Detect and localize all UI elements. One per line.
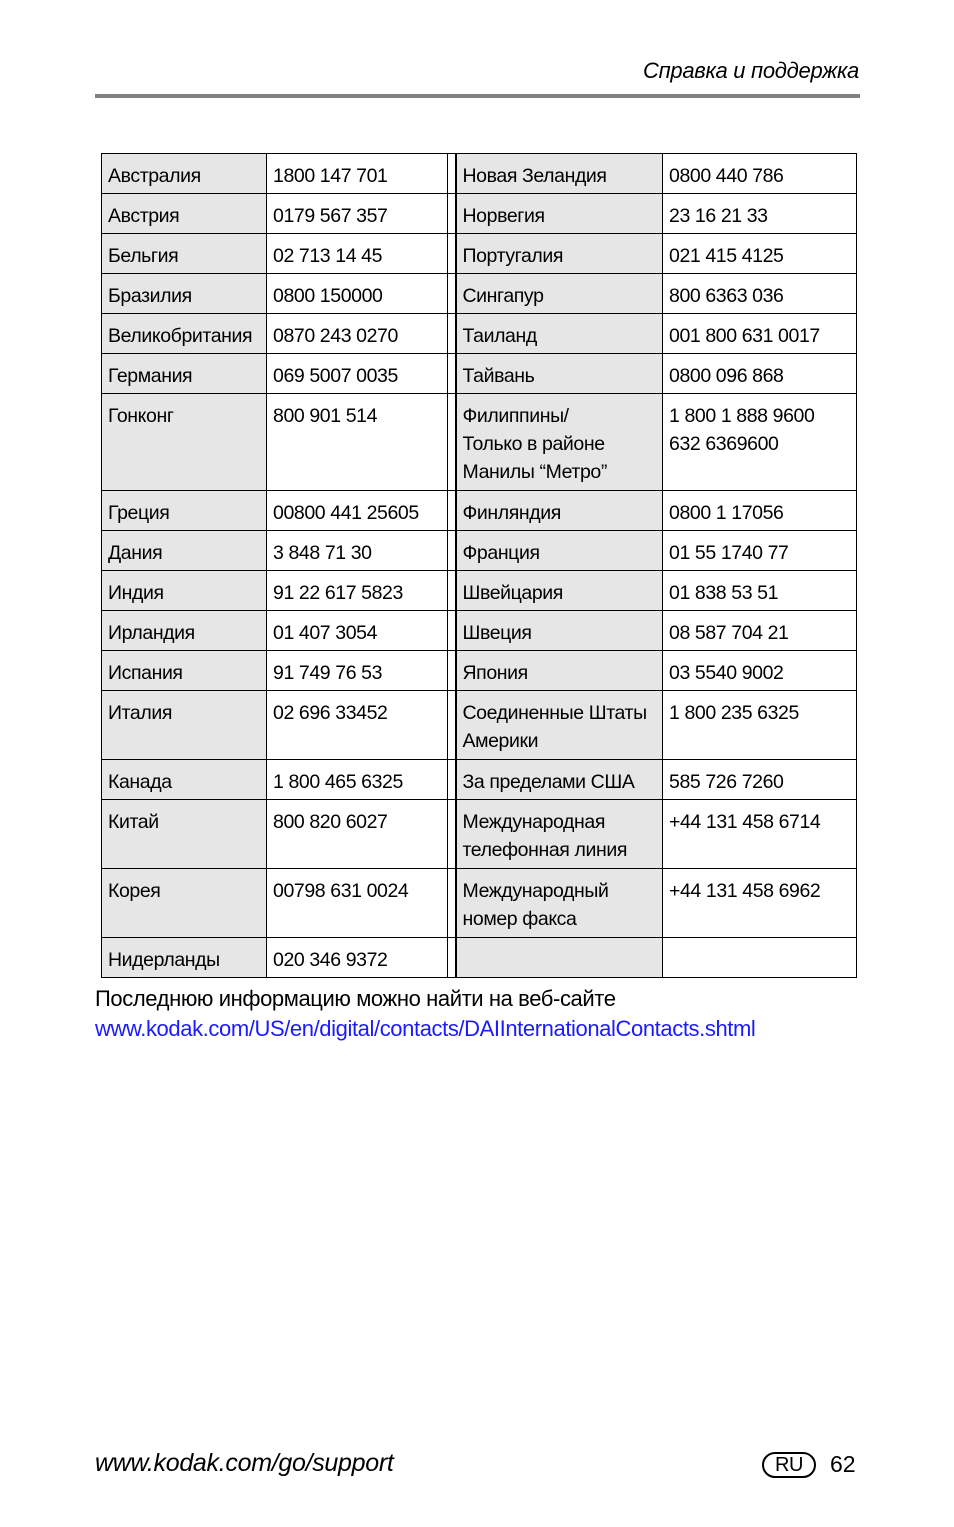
country-cell: Ирландия (102, 611, 267, 651)
phone-cell: 1 800 235 6325 (663, 691, 857, 760)
phone-cell: 069 5007 0035 (267, 354, 448, 394)
table-row (102, 194, 857, 234)
country-cell: Канада (102, 760, 267, 800)
country-cell: Греция (102, 491, 267, 531)
column-gap (448, 938, 456, 978)
table-row (102, 869, 857, 938)
column-gap (448, 760, 456, 800)
table-row (102, 394, 857, 491)
country-cell: Швеция (456, 611, 663, 651)
phone-cell: 0870 243 0270 (267, 314, 448, 354)
phone-cell: 021 415 4125 (663, 234, 857, 274)
column-gap (448, 314, 456, 354)
country-cell: Япония (456, 651, 663, 691)
phone-cell: 01 407 3054 (267, 611, 448, 651)
table-row (102, 760, 857, 800)
table-row (102, 691, 857, 760)
phone-cell: 01 55 1740 77 (663, 531, 857, 571)
phone-cell: 3 848 71 30 (267, 531, 448, 571)
phone-cell: 23 16 21 33 (663, 194, 857, 234)
phone-cell: 02 696 33452 (267, 691, 448, 760)
phone-cell: +44 131 458 6714 (663, 800, 857, 869)
phone-cell: 03 5540 9002 (663, 651, 857, 691)
column-gap (448, 531, 456, 571)
phone-cell: 1800 147 701 (267, 154, 448, 194)
column-gap (448, 800, 456, 869)
phone-cell: 1 800 1 888 9600 632 6369600 (663, 394, 857, 491)
column-gap (448, 611, 456, 651)
country-cell: Испания (102, 651, 267, 691)
table-row (102, 531, 857, 571)
footnote (95, 984, 755, 1044)
language-badge: RU (762, 1452, 816, 1478)
country-cell: Германия (102, 354, 267, 394)
phone-cell: 800 901 514 (267, 394, 448, 491)
column-gap (448, 491, 456, 531)
footer-support-url[interactable]: www.kodak.com/go/support (95, 1449, 394, 1477)
phone-cell: 0800 440 786 (663, 154, 857, 194)
footnote-text: Последнюю информацию можно найти на веб-сайте (95, 986, 616, 1011)
country-cell: Сингапур (456, 274, 663, 314)
country-cell: Великобритания (102, 314, 267, 354)
phone-cell: +44 131 458 6962 (663, 869, 857, 938)
table-row (102, 274, 857, 314)
phone-cell: 800 820 6027 (267, 800, 448, 869)
country-cell: Индия (102, 571, 267, 611)
country-cell: Гонконг (102, 394, 267, 491)
phone-cell: 00798 631 0024 (267, 869, 448, 938)
table-row (102, 154, 857, 194)
country-cell: Дания (102, 531, 267, 571)
column-gap (448, 154, 456, 194)
country-cell: Австралия (102, 154, 267, 194)
country-cell: Норвегия (456, 194, 663, 234)
table-row (102, 491, 857, 531)
column-gap (448, 651, 456, 691)
column-gap (448, 394, 456, 491)
phone-cell: 020 346 9372 (267, 938, 448, 978)
country-cell: Франция (456, 531, 663, 571)
table-row (102, 611, 857, 651)
country-cell: Португалия (456, 234, 663, 274)
country-cell: Австрия (102, 194, 267, 234)
country-cell: Международный номер факса (456, 869, 663, 938)
phone-cell: 02 713 14 45 (267, 234, 448, 274)
contacts-table-body (102, 154, 857, 978)
column-gap (448, 571, 456, 611)
country-cell: Швейцария (456, 571, 663, 611)
table-row (102, 938, 857, 978)
country-cell: Бельгия (102, 234, 267, 274)
country-cell: Китай (102, 800, 267, 869)
country-cell: Бразилия (102, 274, 267, 314)
table-row (102, 354, 857, 394)
table-row (102, 800, 857, 869)
contacts-table (101, 153, 857, 978)
phone-cell: 91 749 76 53 (267, 651, 448, 691)
phone-cell: 01 838 53 51 (663, 571, 857, 611)
phone-cell: 800 6363 036 (663, 274, 857, 314)
country-cell: Финляндия (456, 491, 663, 531)
country-cell: Международная телефонная линия (456, 800, 663, 869)
table-row (102, 314, 857, 354)
country-cell: Таиланд (456, 314, 663, 354)
column-gap (448, 194, 456, 234)
phone-cell: 91 22 617 5823 (267, 571, 448, 611)
country-cell: Соединенные Штаты Америки (456, 691, 663, 760)
phone-cell: 0800 150000 (267, 274, 448, 314)
phone-cell: 0800 1 17056 (663, 491, 857, 531)
phone-cell (663, 938, 857, 978)
column-gap (448, 234, 456, 274)
column-gap (448, 691, 456, 760)
country-cell: Корея (102, 869, 267, 938)
header-divider (95, 94, 860, 98)
phone-cell: 001 800 631 0017 (663, 314, 857, 354)
country-cell: Филиппины/ Только в районе Манилы “Метро” (456, 394, 663, 491)
table-row (102, 651, 857, 691)
contacts-link[interactable]: www.kodak.com/US/en/digital/contacts/DAIInternationalContacts.shtml (95, 1016, 756, 1041)
phone-cell: 0800 096 868 (663, 354, 857, 394)
country-cell (456, 938, 663, 978)
phone-cell: 0179 567 357 (267, 194, 448, 234)
country-cell: Тайвань (456, 354, 663, 394)
phone-cell: 585 726 7260 (663, 760, 857, 800)
column-gap (448, 274, 456, 314)
phone-cell: 08 587 704 21 (663, 611, 857, 651)
page-header-title: Справка и поддержка (643, 58, 859, 83)
column-gap (448, 354, 456, 394)
table-row (102, 234, 857, 274)
phone-cell: 1 800 465 6325 (267, 760, 448, 800)
page-number: 62 (830, 1451, 856, 1477)
country-cell: Новая Зеландия (456, 154, 663, 194)
country-cell: Италия (102, 691, 267, 760)
table-row (102, 571, 857, 611)
column-gap (448, 869, 456, 938)
country-cell: Нидерланды (102, 938, 267, 978)
phone-cell: 00800 441 25605 (267, 491, 448, 531)
country-cell: За пределами США (456, 760, 663, 800)
